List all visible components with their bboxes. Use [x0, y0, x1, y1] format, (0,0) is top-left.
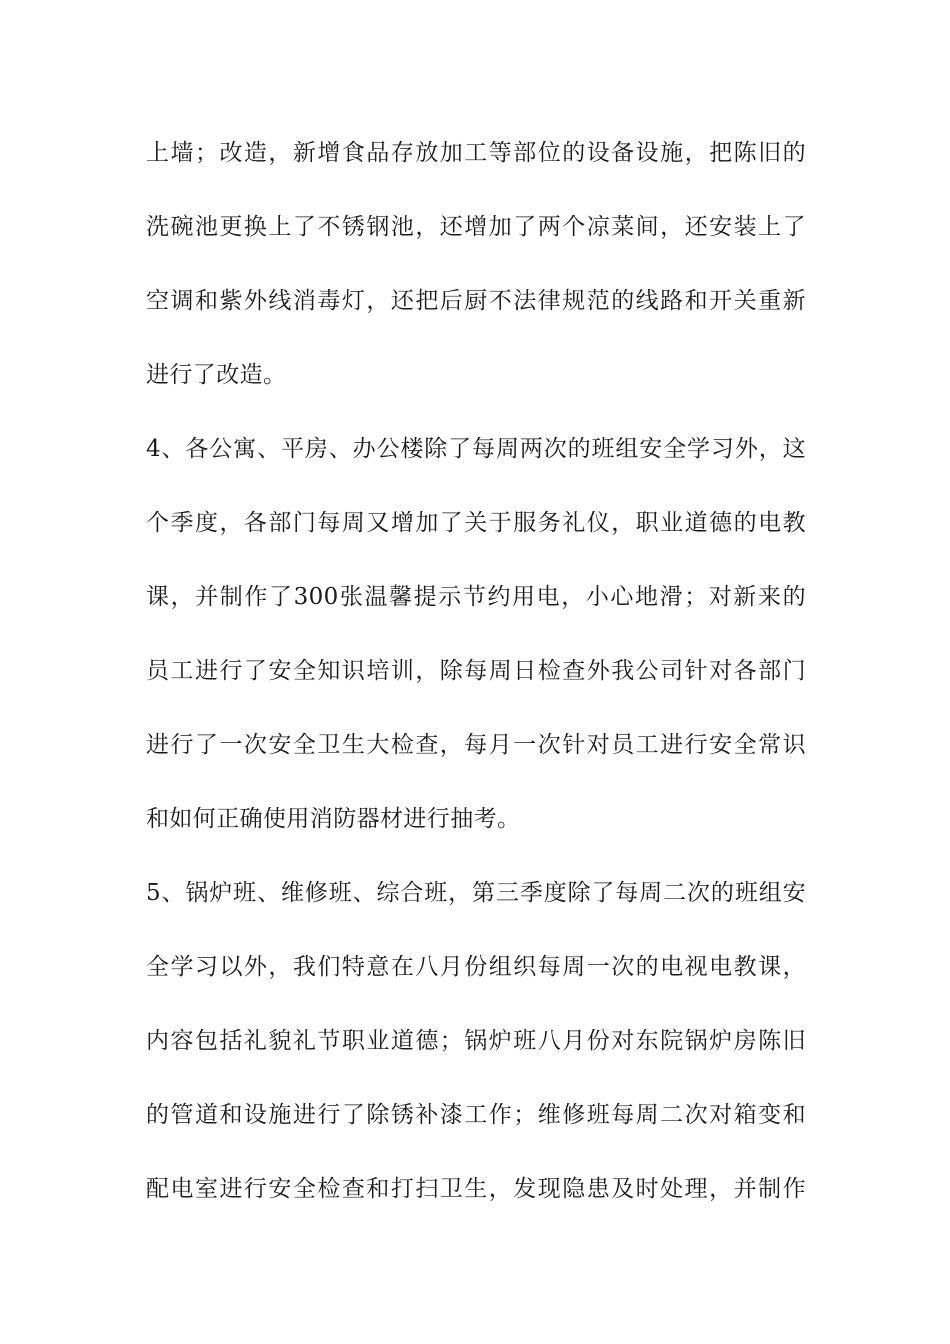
text-line: 上墙；改造，新增食品存放加工等部位的设备设施，把陈旧的	[146, 140, 806, 166]
text-line: 的管道和设施进行了除锈补漆工作；维修班每周二次对箱变和	[146, 1102, 806, 1128]
text-line: 5、锅炉班、维修班、综合班，第三季度除了每周二次的班组安	[146, 880, 806, 906]
text-line: 全学习以外，我们特意在八月份组织每周一次的电视电教课，	[146, 954, 806, 980]
text-line: 进行了改造。	[146, 362, 287, 388]
text-line: 4、各公寓、平房、办公楼除了每周两次的班组安全学习外，这	[146, 436, 806, 462]
text-line: 进行了一次安全卫生大检查，每月一次针对员工进行安全常识	[146, 732, 806, 758]
text-line: 洗碗池更换上了不锈钢池，还增加了两个凉菜间，还安装上了	[146, 214, 806, 240]
text-line: 员工进行了安全知识培训，除每周日检查外我公司针对各部门	[146, 658, 806, 684]
text-line: 和如何正确使用消防器材进行抽考。	[146, 806, 521, 832]
text-line: 个季度，各部门每周又增加了关于服务礼仪，职业道德的电教	[146, 510, 806, 536]
text-line: 课，并制作了300张温馨提示节约用电，小心地滑；对新来的	[146, 584, 806, 610]
text-line: 空调和紫外线消毒灯，还把后厨不法律规范的线路和开关重新	[146, 288, 806, 314]
text-line: 内容包括礼貌礼节职业道德；锅炉班八月份对东院锅炉房陈旧	[146, 1028, 806, 1054]
text-line: 配电室进行安全检查和打扫卫生，发现隐患及时处理，并制作	[146, 1176, 806, 1202]
